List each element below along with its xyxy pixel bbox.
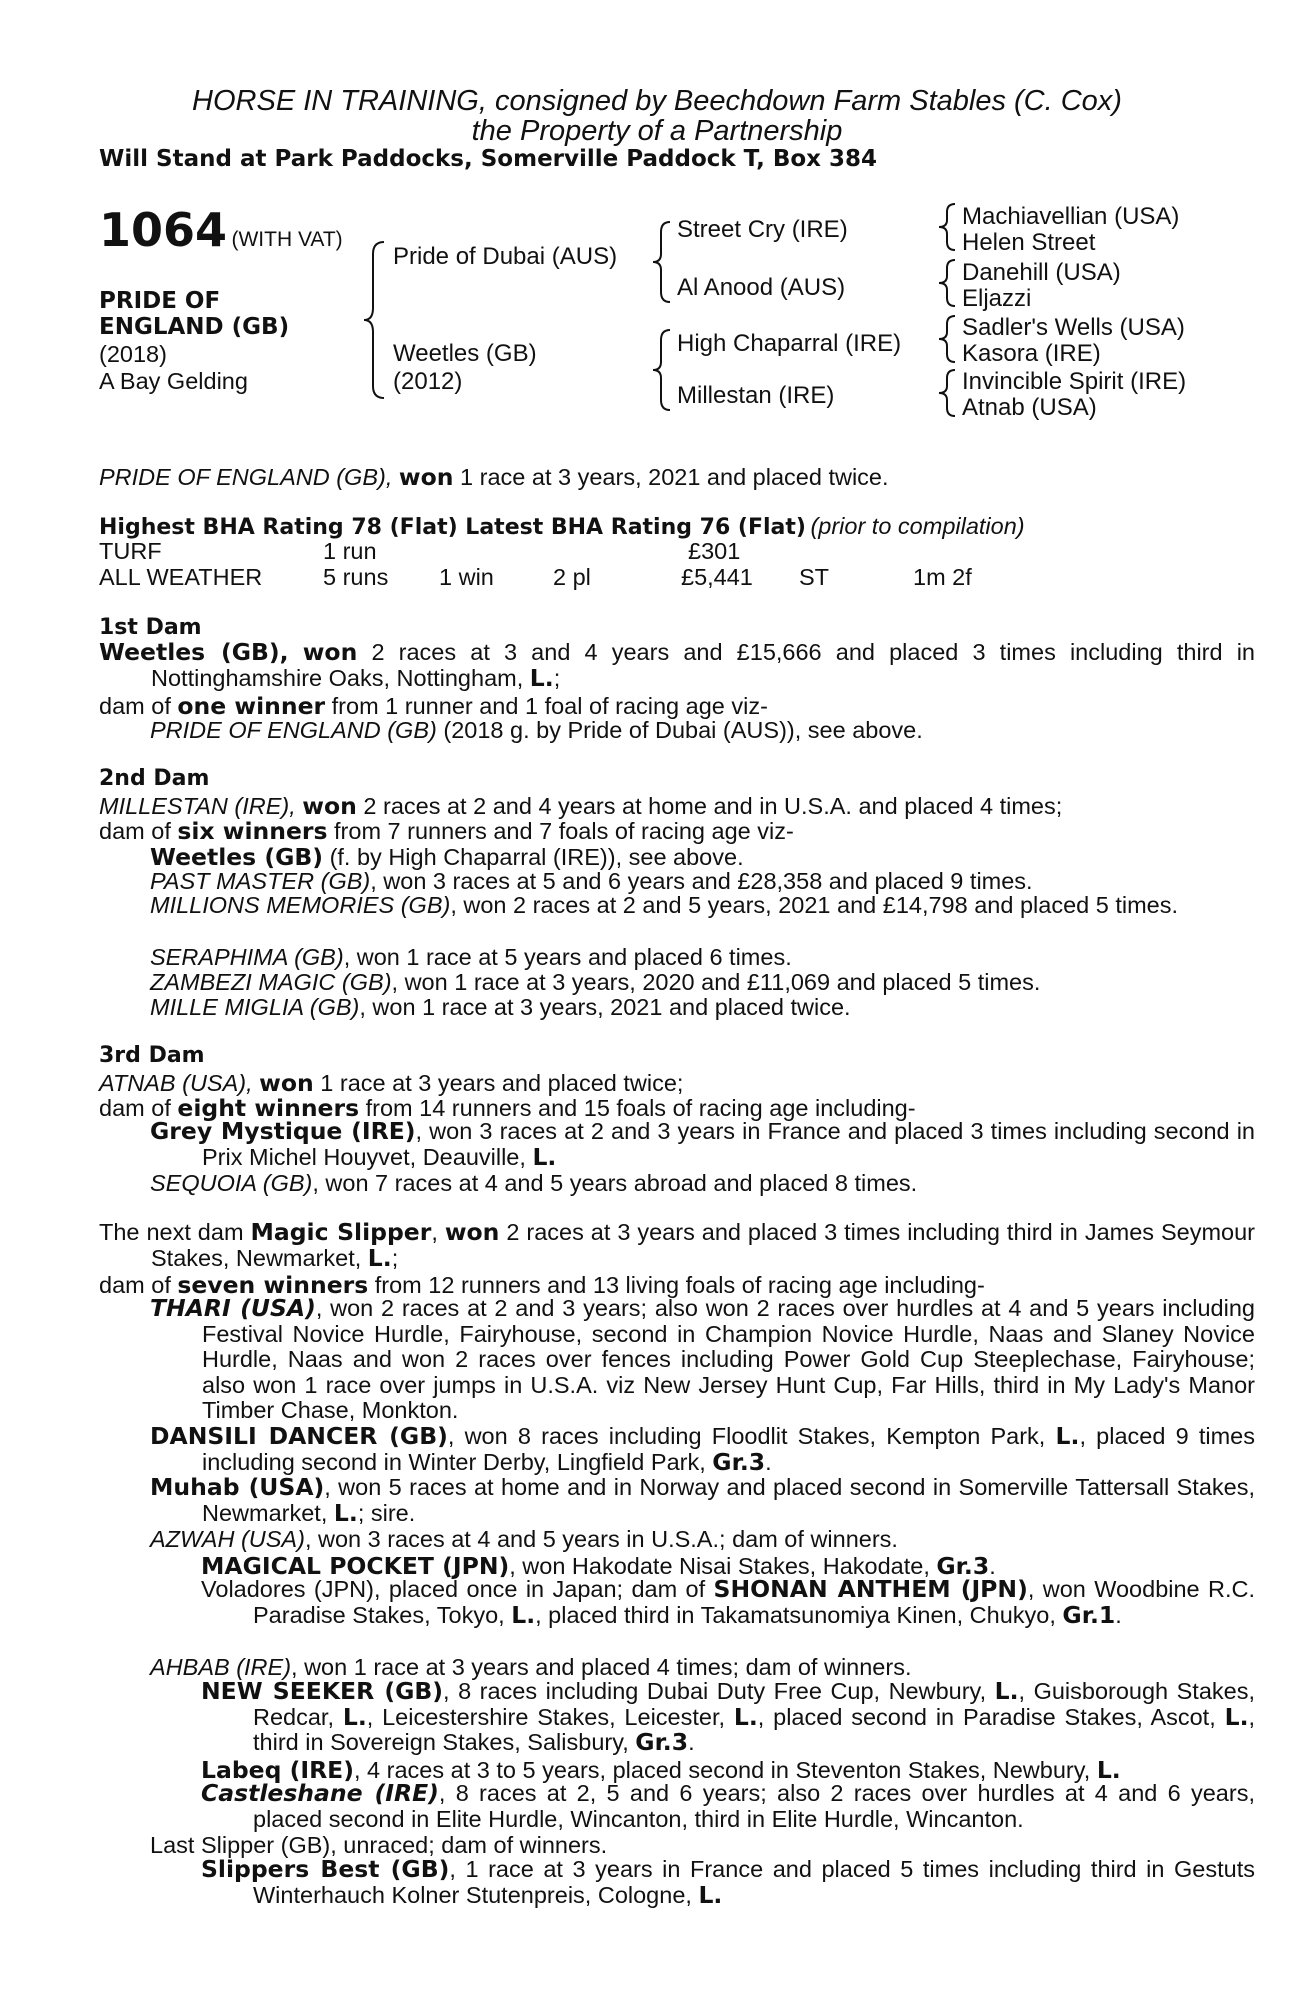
offspring-text: Voladores (JPN), placed once in Japan; dam of xyxy=(201,1576,706,1602)
grand-offspring xyxy=(201,1679,1255,1756)
grand-offspring xyxy=(201,1781,1255,1832)
offspring-text: , won 5 races at home and in Norway and placed second in Somerville Tattersall Stakes, Newmarket, xyxy=(202,1474,1255,1526)
offspring-text: , won 3 races at 4 and 5 years in U.S.A.; dam of winners. xyxy=(304,1526,898,1552)
bha-ratings: Highest BHA Rating 78 (Flat) Latest BHA Rating 76 (Flat) xyxy=(99,515,806,540)
offspring-name: PAST MASTER (GB) xyxy=(150,868,371,894)
pedigree-bracket-sire xyxy=(650,220,674,304)
listed-marker: L. xyxy=(342,1702,367,1731)
stand-location: Will Stand at Park Paddocks, Somerville Paddock T, Box 384 xyxy=(99,146,878,172)
race-summary xyxy=(99,463,889,491)
offspring-text: (2018 g. by Pride of Dubai (AUS)), see above. xyxy=(436,717,923,743)
offspring-text: Last Slipper (GB), unraced; dam of winners. xyxy=(150,1832,608,1858)
first-dam-text: 2 races at 3 and 4 years and £15,666 and placed 3 times including third in Nottinghamshire Oaks, Nottingham, xyxy=(151,639,1255,691)
second-dam-offspring xyxy=(150,868,1033,895)
second-dam-offspring xyxy=(150,944,792,971)
offspring-text: , 8 races at 2, 5 and 6 years; also 2 races over hurdles at 4 and 6 years, placed second in Elite Hurdle, Wincanton, third in Elite Hurdle, Wincanton. xyxy=(253,1780,1255,1832)
second-dam-heading: 2nd Dam xyxy=(99,766,210,791)
next-dam-name: Magic Slipper xyxy=(250,1218,432,1246)
offspring-text: , won 2 races at 2 and 3 years; also won 2 races over hurdles at 4 and 5 years including Festival Novice Hurdle, Fairyhouse, second in Champion Novice Hurdle, Naas and Slaney Novice Hurdle, Naas and won 2 races over fences including Power Gold Cup Steeplechase, Fairyhouse; also won 1 race over jumps in U.S.A. viz New Jersey Hunt Cup, Far Hills, third in My Lady's Manor Timber Chase, Monkton. xyxy=(202,1295,1255,1423)
second-dam-offspring xyxy=(150,843,744,871)
dam-name: Weetles (GB) xyxy=(393,340,537,367)
offspring-text: , won Woodbine R.C. Paradise Stakes, Tokyo, xyxy=(253,1576,1256,1628)
pedigree-gen3-item: Helen Street xyxy=(962,229,1096,256)
pedigree-gen2-item: Al Anood (AUS) xyxy=(677,274,846,301)
offspring-name: AZWAH (USA) xyxy=(150,1526,305,1552)
listed-marker: L. xyxy=(1055,1422,1080,1450)
offspring-text: , won 1 race at 3 years and placed 4 times; dam of winners. xyxy=(291,1654,912,1680)
listed-marker: L. xyxy=(698,1880,723,1909)
record-turf-prize: £301 xyxy=(688,538,741,564)
third-dam-offspring xyxy=(150,1119,1255,1170)
first-dam-produce xyxy=(99,692,768,720)
produce-text: from 7 runners and 7 foals of racing age viz- xyxy=(327,818,794,844)
pedigree-bracket-main xyxy=(360,240,390,400)
offspring-text: , won Hakodate Nisai Stakes, Hakodate, xyxy=(509,1553,930,1579)
listed-marker: L. xyxy=(529,663,554,692)
offspring-name: NEW SEEKER (GB) xyxy=(201,1677,444,1705)
dam-of-label: dam of xyxy=(99,1272,171,1298)
offspring-name: SHONAN ANTHEM (JPN) xyxy=(713,1575,1028,1603)
listed-marker: L. xyxy=(367,1243,392,1272)
first-dam-offspring xyxy=(150,717,923,744)
second-dam-offspring xyxy=(150,969,1040,996)
next-dam-offspring xyxy=(150,1475,1255,1526)
third-dam-won: won xyxy=(259,1069,314,1097)
first-dam-name: Weetles (GB), xyxy=(99,638,289,666)
horse-description: A Bay Gelding xyxy=(99,368,248,394)
offspring-text: , won 1 race at 3 years, 2021 and placed twice. xyxy=(359,994,851,1020)
group-marker: Gr.3 xyxy=(635,1728,689,1756)
third-dam-name: ATNAB (USA), xyxy=(99,1070,253,1096)
next-dam-offspring xyxy=(150,1424,1255,1475)
lot-number: 1064 xyxy=(99,203,228,257)
winners-count: eight winners xyxy=(177,1094,360,1122)
pedigree-gen3-item: Eljazzi xyxy=(962,285,1032,312)
record-aw-placed: 2 pl xyxy=(553,564,591,590)
next-dam-text: 2 races at 3 years and placed 3 times including third in James Seymour Stakes, Newmarket, xyxy=(151,1219,1256,1271)
record-turf-surface: TURF xyxy=(99,538,162,564)
offspring-name: Castleshane (IRE) xyxy=(201,1779,439,1807)
summary-horse-name: PRIDE OF ENGLAND (GB), xyxy=(99,464,393,490)
next-dam-offspring xyxy=(150,1296,1255,1424)
third-dam-heading: 3rd Dam xyxy=(99,1043,205,1068)
offspring-text: , placed third in Takamatsunomiya Kinen, Chukyo, xyxy=(535,1601,1056,1628)
listed-marker: L. xyxy=(1224,1702,1249,1731)
record-aw-wins: 1 win xyxy=(439,564,494,590)
pedigree-bracket-g3-4 xyxy=(935,368,959,418)
offspring-name: MILLIONS MEMORIES (GB) xyxy=(150,892,451,918)
record-aw-prize: £5,441 xyxy=(681,564,753,590)
record-aw-surface: ALL WEATHER xyxy=(99,564,263,590)
offspring-name: Muhab (USA) xyxy=(150,1473,325,1501)
offspring-name: ZAMBEZI MAGIC (GB) xyxy=(150,969,392,995)
summary-won: won xyxy=(398,463,454,491)
second-dam-won: won xyxy=(302,792,357,820)
produce-text: from 12 runners and 13 living foals of racing age including- xyxy=(368,1272,985,1298)
offspring-text: , 8 races including Dubai Duty Free Cup, Newbury, xyxy=(443,1678,987,1704)
offspring-text: , Guisborough Stakes, Redcar, xyxy=(253,1678,1256,1730)
next-dam-record xyxy=(99,1220,1255,1271)
punctuation: , xyxy=(431,1219,438,1245)
group-marker: Gr.3 xyxy=(936,1552,990,1580)
ratings-line xyxy=(99,513,1025,540)
winners-count: six winners xyxy=(177,817,328,845)
pedigree-gen3-item: Invincible Spirit (IRE) xyxy=(962,368,1187,395)
group-marker: Gr.3 xyxy=(712,1447,766,1476)
second-dam-offspring xyxy=(150,893,1255,919)
grand-offspring xyxy=(201,1577,1255,1628)
listed-marker: L. xyxy=(1096,1756,1121,1784)
first-dam-record xyxy=(99,640,1255,691)
offspring-text: , won 2 races at 2 and 5 years, 2021 and £14,798 and placed 5 times. xyxy=(450,892,1179,918)
next-dam-won: won xyxy=(444,1218,500,1246)
pedigree-bracket-g3-3 xyxy=(935,314,959,364)
offspring-text: ; sire. xyxy=(357,1499,416,1526)
pedigree-bracket-g3-2 xyxy=(935,258,959,308)
next-dam-offspring xyxy=(150,1526,898,1553)
pedigree-bracket-g3-1 xyxy=(935,202,959,252)
ownership-line: the Property of a Partnership xyxy=(471,115,843,147)
record-aw-code: ST xyxy=(799,564,830,590)
listed-marker: L. xyxy=(994,1677,1019,1705)
punctuation: . xyxy=(688,1729,695,1755)
second-dam-text: 2 races at 2 and 4 years at home and in U.S.A. and placed 4 times; xyxy=(356,793,1063,819)
horse-name-line2: ENGLAND (GB) xyxy=(99,314,290,340)
offspring-name: Weetles (GB) xyxy=(150,843,324,871)
pedigree-gen2-item: High Chaparral (IRE) xyxy=(677,330,902,357)
pedigree-gen3-item: Sadler's Wells (USA) xyxy=(962,314,1185,341)
second-dam-offspring xyxy=(150,994,851,1021)
record-turf-runs: 1 run xyxy=(323,538,377,564)
punctuation: ; xyxy=(391,1244,399,1271)
offspring-name: PRIDE OF ENGLAND (GB) xyxy=(150,717,437,743)
horse-name-line1: PRIDE OF xyxy=(99,288,221,314)
dam-of-label: dam of xyxy=(99,818,171,844)
third-dam-record xyxy=(99,1069,683,1097)
offspring-text: , placed second in Paradise Stakes, Ascot, xyxy=(757,1703,1216,1730)
pedigree-gen2-item: Millestan (IRE) xyxy=(677,382,835,409)
offspring-text: , won 3 races at 2 and 3 years in France and placed 3 times including second in Prix Michel Houyvet, Deauville, xyxy=(202,1118,1255,1170)
offspring-text: (f. by High Chaparral (IRE)), see above. xyxy=(323,844,744,870)
punctuation: . xyxy=(1115,1601,1122,1628)
offspring-text: , Leicestershire Stakes, Leicester, xyxy=(366,1703,726,1730)
group-marker: Gr.1 xyxy=(1062,1600,1116,1629)
listed-marker: L. xyxy=(333,1498,358,1527)
pedigree-gen3-item: Danehill (USA) xyxy=(962,259,1121,286)
foaling-year: (2018) xyxy=(99,341,167,367)
listed-marker: L. xyxy=(733,1702,758,1731)
second-dam-produce xyxy=(99,817,794,845)
winners-count: seven winners xyxy=(177,1271,369,1299)
offspring-text: , won 8 races including Floodlit Stakes, Kempton Park, xyxy=(447,1423,1046,1449)
winners-count: one winner xyxy=(177,692,326,720)
offspring-text: , won 1 race at 3 years, 2020 and £11,069 and placed 5 times. xyxy=(391,969,1041,995)
third-dam-offspring xyxy=(150,1170,917,1197)
first-dam-won: won xyxy=(302,638,358,666)
vat-note: (WITH VAT) xyxy=(231,228,343,251)
pedigree-bracket-dam xyxy=(650,328,674,412)
offspring-name: MILLE MIGLIA (GB) xyxy=(150,994,360,1020)
dam-of-label: dam of xyxy=(99,693,171,719)
record-aw-distance: 1m 2f xyxy=(913,564,972,590)
offspring-text: , won 3 races at 5 and 6 years and £28,358 and placed 9 times. xyxy=(370,868,1033,894)
lot-block xyxy=(99,203,343,257)
listed-marker: L. xyxy=(511,1600,536,1629)
punctuation: ; xyxy=(553,664,561,691)
dam-year: (2012) xyxy=(393,368,463,395)
offspring-name: SEQUOIA (GB) xyxy=(150,1170,313,1196)
offspring-name: DANSILI DANCER (GB) xyxy=(150,1422,448,1450)
offspring-text: , 4 races at 3 to 5 years, placed second in Steventon Stakes, Newbury, xyxy=(353,1757,1091,1783)
punctuation: . xyxy=(765,1448,772,1475)
offspring-name: MAGICAL POCKET (JPN) xyxy=(201,1552,510,1580)
listed-marker: L. xyxy=(532,1142,557,1171)
record-aw-runs: 5 runs xyxy=(323,564,389,590)
pedigree-gen2-item: Street Cry (IRE) xyxy=(677,216,848,243)
offspring-text: , won 1 race at 5 years and placed 6 times. xyxy=(343,944,792,970)
offspring-name: THARI (USA) xyxy=(150,1294,316,1322)
first-dam-heading: 1st Dam xyxy=(99,615,202,640)
sire-name: Pride of Dubai (AUS) xyxy=(393,243,618,270)
offspring-text: , placed 9 times including second in Winter Derby, Lingfield Park, xyxy=(202,1423,1255,1475)
next-dam-intro: The next dam xyxy=(99,1219,244,1245)
offspring-name: SERAPHIMA (GB) xyxy=(150,944,344,970)
produce-text: from 1 runner and 1 foal of racing age viz- xyxy=(325,693,768,719)
offspring-text: , third in Sovereign Stakes, Salisbury, xyxy=(253,1703,1256,1755)
offspring-text: , won 7 races at 4 and 5 years abroad and placed 8 times. xyxy=(312,1170,918,1196)
dam-of-label: dam of xyxy=(99,1095,171,1121)
grand-offspring xyxy=(201,1857,1255,1908)
pedigree-gen3-item: Kasora (IRE) xyxy=(962,340,1101,367)
offspring-name: AHBAB (IRE) xyxy=(150,1654,292,1680)
ratings-note: (prior to compilation) xyxy=(810,513,1025,539)
third-dam-text: 1 race at 3 years and placed twice; xyxy=(313,1070,684,1096)
offspring-name: Labeq (IRE) xyxy=(201,1756,354,1784)
punctuation: . xyxy=(989,1553,996,1579)
pedigree-gen3-item: Atnab (USA) xyxy=(962,394,1097,421)
second-dam-record xyxy=(99,792,1062,820)
offspring-name: Slippers Best (GB) xyxy=(201,1855,450,1883)
summary-text: 1 race at 3 years, 2021 and placed twice. xyxy=(453,464,889,490)
consignment-title: HORSE IN TRAINING, consigned by Beechdown Farm Stables (C. Cox) xyxy=(192,85,1122,117)
second-dam-name: MILLESTAN (IRE), xyxy=(99,793,296,819)
pedigree-gen3-item: Machiavellian (USA) xyxy=(962,203,1180,230)
offspring-name: Grey Mystique (IRE) xyxy=(150,1117,416,1145)
produce-text: from 14 runners and 15 foals of racing age including- xyxy=(359,1095,916,1121)
offspring-text: , 1 race at 3 years in France and placed 5 times including third in Gestuts Winterhauch Kolner Stutenpreis, Cologne, xyxy=(253,1856,1256,1908)
